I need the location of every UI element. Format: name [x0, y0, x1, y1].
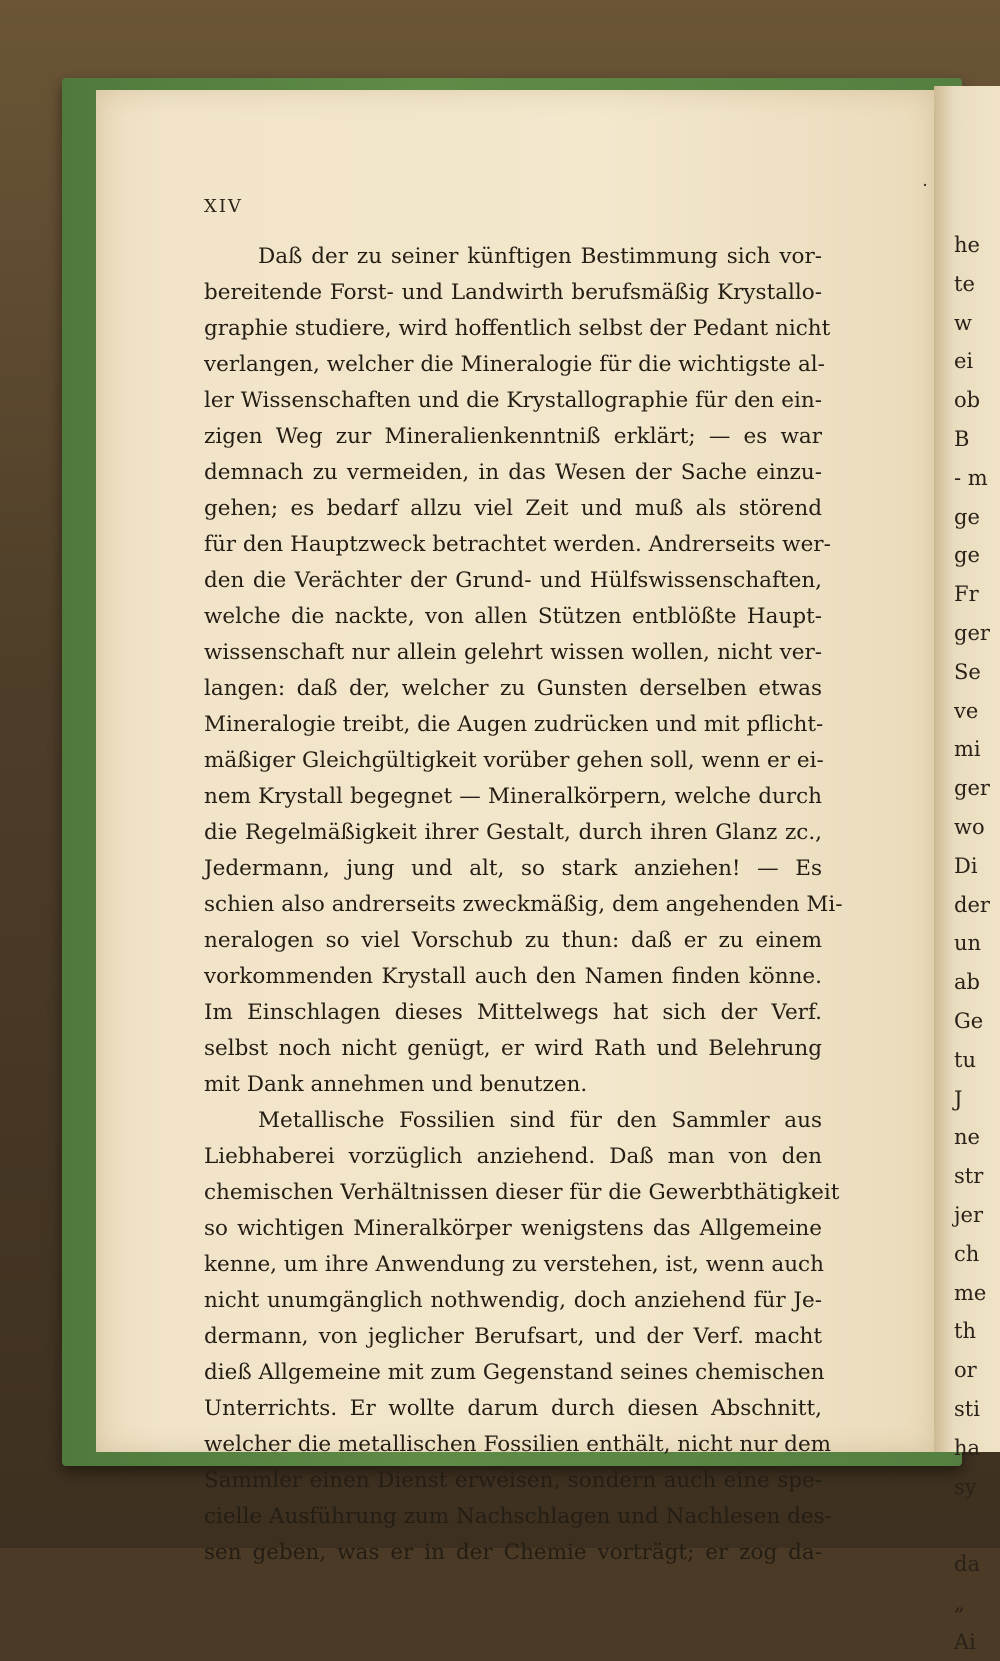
adjacent-page-text-fragments	[954, 226, 1000, 1661]
text-line: kenne, um ihre Anwendung zu verstehen, ist, wenn auch	[204, 1252, 824, 1277]
adjacent-fragment: wo	[954, 814, 985, 839]
text-line: nem Krystall begegnet — Mineralkörpern, welche durch	[204, 784, 822, 809]
text-line: welcher die metallischen Fossilien enthält, nicht nur dem	[204, 1432, 832, 1457]
adjacent-fragment: sy	[954, 1474, 977, 1499]
text-line: dieß Allgemeine mit zum Gegenstand seines chemischen	[204, 1360, 825, 1385]
text-line: schien also andrerseits zweckmäßig, dem angehenden Mi-	[204, 892, 843, 917]
text-line: nicht unumgänglich nothwendig, doch anziehend für Je-	[204, 1288, 822, 1313]
adjacent-fragment: ger	[954, 620, 990, 645]
text-line: demnach zu vermeiden, in das Wesen der Sache einzu-	[204, 460, 822, 485]
adjacent-fragment: B	[954, 426, 970, 451]
adjacent-fragment: sti	[954, 1396, 980, 1421]
text-line: cielle Ausführung zum Nachschlagen und Nachlesen des-	[204, 1504, 832, 1529]
text-line: chemischen Verhältnissen dieser für die Gewerbthätigkeit	[204, 1180, 840, 1205]
margin-mark: ˙	[920, 180, 930, 204]
adjacent-fragment: mi	[954, 737, 981, 762]
text-line: verlangen, welcher die Mineralogie für die wichtigste al-	[204, 352, 825, 377]
text-line: für den Hauptzweck betrachtet werden. Andrerseits wer-	[204, 532, 831, 557]
page-number: XIV	[204, 196, 243, 217]
text-line: ler Wissenschaften und die Krystallographie für den ein-	[204, 388, 822, 413]
adjacent-fragment: ve	[954, 698, 979, 723]
adjacent-fragment: ge	[954, 543, 980, 568]
text-line: so wichtigen Mineralkörper wenigstens das Allgemeine	[204, 1216, 822, 1241]
text-line: die Regelmäßigkeit ihrer Gestalt, durch ihren Glanz zc.,	[204, 820, 822, 845]
adjacent-fragment: w	[954, 310, 972, 335]
text-line: graphie studiere, wird hoffentlich selbst der Pedant nicht	[204, 316, 831, 341]
text-line: langen: daß der, welcher zu Gunsten derselben etwas	[204, 676, 822, 701]
adjacent-fragment: jer	[954, 1202, 983, 1227]
adjacent-fragment: Se	[954, 659, 981, 684]
adjacent-fragment: Fr	[954, 582, 979, 607]
text-line: sen geben, was er in der Chemie vorträgt; er zog da-	[204, 1540, 822, 1565]
adjacent-fragment: ha	[954, 1435, 981, 1460]
adjacent-fragment: ger	[954, 776, 990, 801]
adjacent-fragment: un	[954, 931, 982, 956]
adjacent-fragment: „	[954, 1590, 965, 1615]
adjacent-fragment: tu	[954, 1047, 976, 1072]
text-line: mäßiger Gleichgültigkeit vorüber gehen soll, wenn er ei-	[204, 748, 824, 773]
text-line: bereitende Forst- und Landwirth berufsmäßig Krystallo-	[204, 280, 822, 305]
text-line: Mineralogie treibt, die Augen zudrücken und mit pflicht-	[204, 712, 824, 737]
text-line: selbst noch nicht genügt, er wird Rath und Belehrung	[204, 1036, 822, 1061]
adjacent-fragment: Ge	[954, 1008, 984, 1033]
adjacent-fragment: str	[954, 1164, 984, 1189]
adjacent-fragment: der	[954, 892, 990, 917]
adjacent-fragment: - m	[954, 465, 988, 490]
text-line: den die Verächter der Grund- und Hülfswissenschaften,	[204, 568, 822, 593]
adjacent-fragment: te	[954, 271, 975, 296]
adjacent-page-edge	[934, 86, 1000, 1654]
adjacent-fragment: da	[954, 1552, 980, 1577]
text-line: Daß der zu seiner künftigen Bestimmung sich vor-	[258, 244, 822, 269]
text-line: dermann, von jeglicher Berufsart, und der Verf. macht	[204, 1324, 822, 1349]
text-line: gehen; es bedarf allzu viel Zeit und muß als störend	[204, 496, 822, 521]
text-line: mit Dank annehmen und benutzen.	[204, 1072, 588, 1097]
adjacent-fragment: ne	[954, 1125, 980, 1150]
adjacent-fragment	[954, 1506, 1000, 1545]
text-line: Sammler einen Dienst erweisen, sondern auch eine spe-	[204, 1468, 822, 1493]
adjacent-fragment: ge	[954, 504, 980, 529]
text-line: Unterrichts. Er wollte darum durch diesen Abschnitt,	[204, 1396, 822, 1421]
text-line: welche die nackte, von allen Stützen entblößte Haupt-	[204, 604, 822, 629]
adjacent-fragment: or	[954, 1358, 977, 1383]
adjacent-fragment: me	[954, 1280, 987, 1305]
adjacent-fragment: ch	[954, 1241, 980, 1266]
text-line: Liebhaberei vorzüglich anziehend. Daß man von den	[204, 1144, 822, 1169]
adjacent-fragment: ei	[954, 349, 974, 374]
adjacent-fragment: J	[954, 1086, 963, 1111]
body-text	[204, 239, 843, 1571]
text-line: neralogen so viel Vorschub zu thun: daß er zu einem	[204, 928, 822, 953]
adjacent-fragment: Ai	[954, 1629, 976, 1654]
adjacent-fragment: he	[954, 233, 980, 257]
text-line: vorkommenden Krystall auch den Namen finden könne.	[204, 964, 822, 989]
adjacent-fragment: ab	[954, 970, 980, 995]
text-line: zigen Weg zur Mineralienkenntniß erklärt; — es war	[204, 424, 822, 449]
text-line: wissenschaft nur allein gelehrt wissen wollen, nicht ver-	[204, 640, 822, 665]
adjacent-fragment: ob	[954, 388, 981, 413]
text-line: Im Einschlagen dieses Mittelwegs hat sich der Verf.	[204, 1000, 822, 1025]
adjacent-fragment: Di	[954, 853, 978, 878]
text-line: Jedermann, jung und alt, so stark anziehen! — Es	[204, 856, 822, 881]
text-line: Metallische Fossilien sind für den Sammler aus	[258, 1108, 822, 1133]
adjacent-fragment: th	[954, 1319, 976, 1344]
